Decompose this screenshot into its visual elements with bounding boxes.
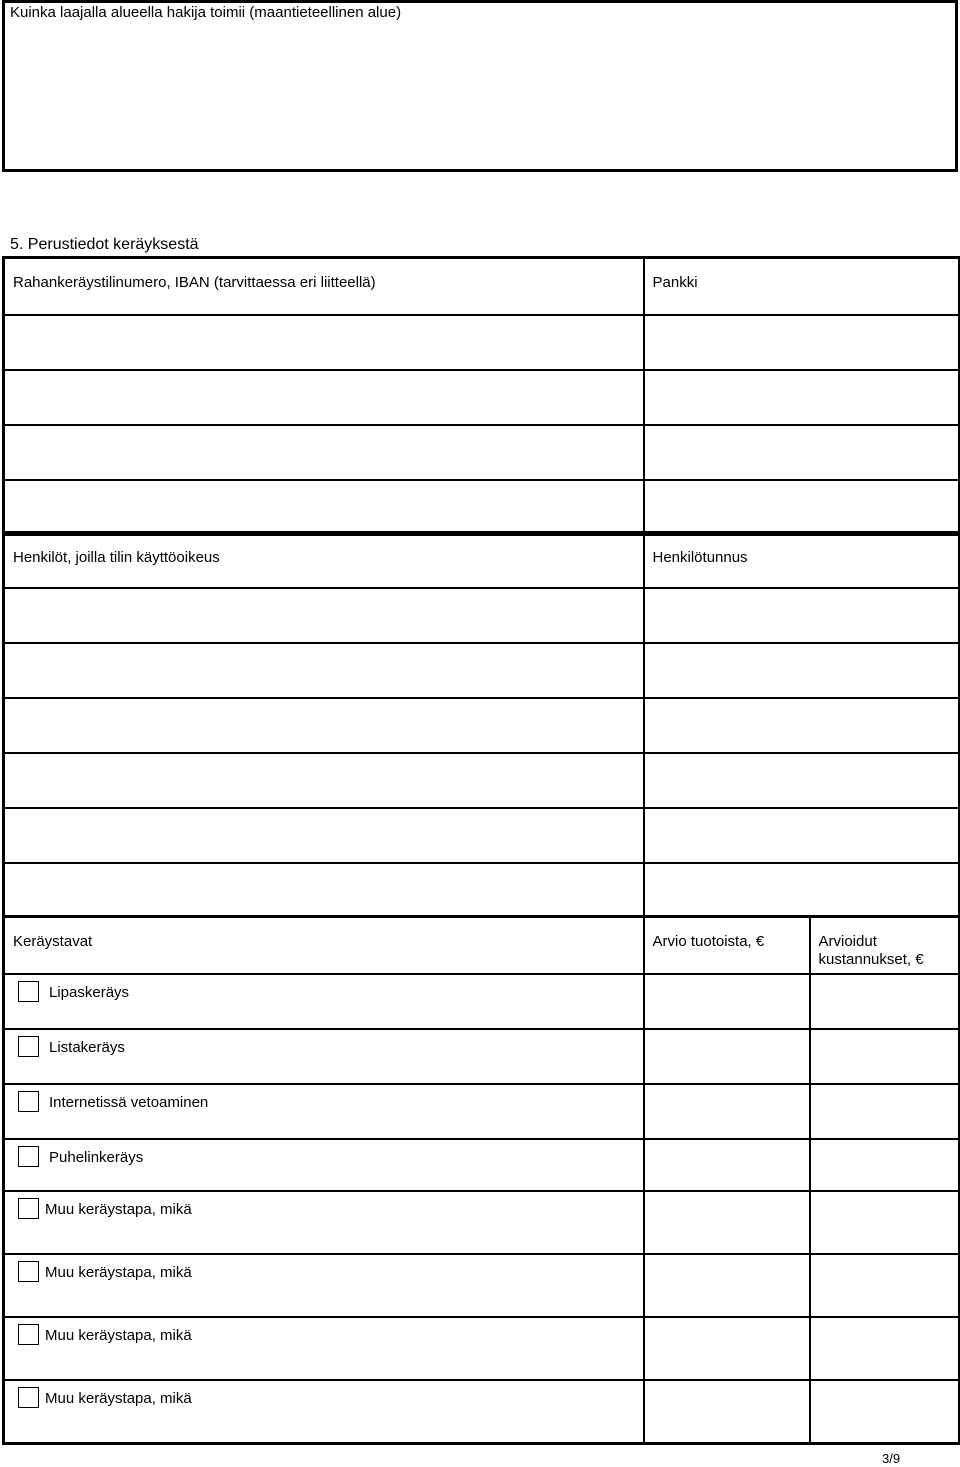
income-field[interactable]: [644, 1029, 810, 1084]
iban-field[interactable]: [4, 480, 644, 535]
personal-id-header: Henkilötunnus: [644, 533, 960, 588]
person-name-field[interactable]: [4, 643, 644, 698]
methods-header: Keräystavat: [4, 917, 644, 974]
persons-header: Henkilöt, joilla tilin käyttöoikeus: [4, 533, 644, 588]
method-checkbox[interactable]: [18, 1261, 39, 1282]
methods-table: [2, 915, 960, 1445]
method-checkbox[interactable]: [18, 1036, 39, 1057]
method-checkbox[interactable]: [18, 1091, 39, 1112]
method-label: Muu keräystapa, mikä: [45, 1389, 192, 1407]
method-checkbox[interactable]: [18, 1387, 39, 1408]
cost-field[interactable]: [810, 1191, 960, 1254]
person-name-field[interactable]: [4, 808, 644, 863]
method-checkbox[interactable]: [18, 1324, 39, 1345]
cost-field[interactable]: [810, 1029, 960, 1084]
income-field[interactable]: [644, 1191, 810, 1254]
method-row: [4, 974, 644, 1029]
bank-field[interactable]: [644, 425, 960, 480]
method-checkbox[interactable]: [18, 1198, 39, 1219]
section-title: 5. Perustiedot keräyksestä: [10, 236, 199, 253]
income-field[interactable]: [644, 974, 810, 1029]
method-checkbox[interactable]: [18, 981, 39, 1002]
bank-header: Pankki: [644, 258, 960, 315]
personal-id-field[interactable]: [644, 753, 960, 808]
method-label: Internetissä vetoaminen: [49, 1093, 209, 1111]
method-row: [4, 1254, 644, 1317]
method-row: [4, 1317, 644, 1380]
page-number: 3/9: [882, 1451, 901, 1466]
cost-estimate-header: Arvioidut kustannukset, €: [810, 917, 960, 974]
method-row: [4, 1029, 644, 1084]
income-field[interactable]: [644, 1317, 810, 1380]
iban-header: Rahankeräystilinumero, IBAN (tarvittaessa eri liitteellä): [4, 258, 644, 315]
method-label: Puhelinkeräys: [49, 1148, 144, 1166]
income-field[interactable]: [644, 1084, 810, 1139]
method-label: Lipaskeräys: [49, 983, 130, 1001]
income-field[interactable]: [644, 1139, 810, 1191]
bank-field[interactable]: [644, 370, 960, 425]
income-estimate-header: Arvio tuotoista, €: [644, 917, 810, 974]
cost-field[interactable]: [810, 1254, 960, 1317]
cost-field[interactable]: [810, 974, 960, 1029]
method-row: [4, 1191, 644, 1254]
income-field[interactable]: [644, 1380, 810, 1444]
method-row: [4, 1084, 644, 1139]
personal-id-field[interactable]: [644, 863, 960, 917]
cost-field[interactable]: [810, 1317, 960, 1380]
bank-field[interactable]: [644, 315, 960, 370]
income-field[interactable]: [644, 1254, 810, 1317]
cost-field[interactable]: [810, 1380, 960, 1444]
person-name-field[interactable]: [4, 588, 644, 643]
person-name-field[interactable]: [4, 863, 644, 917]
personal-id-field[interactable]: [644, 588, 960, 643]
method-label: Muu keräystapa, mikä: [45, 1200, 192, 1218]
iban-field[interactable]: [4, 315, 644, 370]
personal-id-field[interactable]: [644, 698, 960, 753]
person-name-field[interactable]: [4, 753, 644, 808]
iban-field[interactable]: [4, 370, 644, 425]
personal-id-field[interactable]: [644, 808, 960, 863]
area-label: Kuinka laajalla alueella hakija toimii (maantieteellinen alue): [10, 4, 402, 21]
cost-field[interactable]: [810, 1139, 960, 1191]
method-label: Listakeräys: [49, 1038, 125, 1056]
persons-table: [2, 531, 960, 918]
method-row: [4, 1139, 644, 1191]
method-checkbox[interactable]: [18, 1146, 39, 1167]
method-label: Muu keräystapa, mikä: [45, 1326, 192, 1344]
bank-field[interactable]: [644, 480, 960, 535]
area-field[interactable]: [2, 0, 958, 172]
person-name-field[interactable]: [4, 698, 644, 753]
method-label: Muu keräystapa, mikä: [45, 1263, 192, 1281]
cost-field[interactable]: [810, 1084, 960, 1139]
method-row: [4, 1380, 644, 1444]
iban-field[interactable]: [4, 425, 644, 480]
personal-id-field[interactable]: [644, 643, 960, 698]
account-table: [2, 256, 960, 536]
